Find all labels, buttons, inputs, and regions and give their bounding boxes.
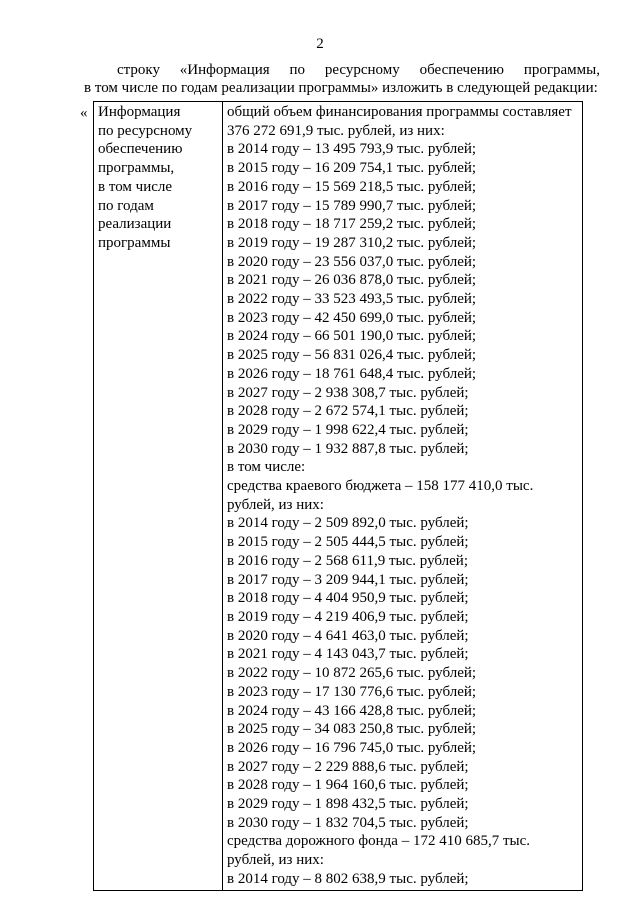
funding-line: в 2019 году – 4 219 406,9 тыс. рублей; — [227, 608, 469, 625]
funding-line: в 2021 году – 26 036 878,0 тыс. рублей; — [227, 272, 477, 289]
funding-line: в 2018 году – 4 404 950,9 тыс. рублей; — [227, 590, 469, 607]
funding-line: в 2020 году – 4 641 463,0 тыс. рублей; — [227, 627, 469, 644]
funding-line: в 2018 году – 18 717 259,2 тыс. рублей; — [227, 216, 477, 233]
row-label-cell — [94, 102, 223, 891]
intro-paragraph — [84, 61, 600, 97]
funding-line: в 2022 году – 10 872 265,6 тыс. рублей; — [227, 665, 477, 682]
funding-line: рублей, из них: — [227, 496, 324, 513]
funding-line: в 2016 году – 15 569 218,5 тыс. рублей; — [227, 178, 477, 195]
intro-line-2: в том числе по годам реализации программы» изложить в следующей редакции: — [84, 80, 598, 96]
row-content-cell — [223, 102, 583, 891]
funding-line: в 2029 году – 1 998 622,4 тыс. рублей; — [227, 421, 469, 438]
funding-line: в 2022 году – 33 523 493,5 тыс. рублей; — [227, 291, 477, 308]
funding-line: в 2027 году – 2 229 888,6 тыс. рублей; — [227, 758, 469, 775]
funding-line: в 2029 году – 1 898 432,5 тыс. рублей; — [227, 796, 469, 813]
funding-line: в 2017 году – 3 209 944,1 тыс. рублей; — [227, 571, 469, 588]
label-line: обеспечению — [98, 141, 183, 158]
funding-line: в 2026 году – 18 761 648,4 тыс. рублей; — [227, 365, 477, 382]
label-line: программы, — [98, 160, 175, 177]
page-number: 2 — [316, 36, 324, 52]
label-line: Информация — [98, 104, 181, 120]
funding-line: 376 272 691,9 тыс. рублей, из них: — [227, 122, 445, 139]
funding-line: в том числе: — [227, 459, 306, 476]
funding-line: в 2028 году – 1 964 160,6 тыс. рублей; — [227, 777, 469, 794]
label-line: по годам — [98, 197, 154, 214]
opening-quote-mark: « — [80, 105, 88, 121]
funding-line: в 2014 году – 8 802 638,9 тыс. рублей; — [227, 870, 469, 887]
funding-line: в 2030 году – 1 932 887,8 тыс. рублей; — [227, 440, 469, 457]
label-line: программы — [98, 234, 171, 251]
funding-line: в 2020 году – 23 556 037,0 тыс. рублей; — [227, 253, 477, 270]
funding-line: в 2021 году – 4 143 043,7 тыс. рублей; — [227, 646, 469, 663]
funding-line: в 2028 году – 2 672 574,1 тыс. рублей; — [227, 403, 469, 420]
funding-line: в 2014 году – 13 495 793,9 тыс. рублей; — [227, 141, 477, 158]
table-row — [94, 102, 583, 891]
funding-line: в 2025 году – 56 831 026,4 тыс. рублей; — [227, 347, 477, 364]
funding-line: в 2024 году – 66 501 190,0 тыс. рублей; — [227, 328, 477, 345]
program-funding-table — [93, 101, 583, 891]
funding-line: в 2019 году – 19 287 310,2 тыс. рублей; — [227, 234, 477, 251]
intro-line-1: строку «Информация по ресурсному обеспечению программы, — [117, 62, 600, 78]
label-line: в том числе — [98, 178, 173, 195]
label-line: по ресурсному — [98, 122, 193, 139]
funding-line: в 2015 году – 2 505 444,5 тыс. рублей; — [227, 534, 469, 551]
funding-line: в 2014 году – 2 509 892,0 тыс. рублей; — [227, 515, 469, 532]
funding-line: в 2023 году – 42 450 699,0 тыс. рублей; — [227, 309, 477, 326]
funding-line: средства дорожного фонда – 172 410 685,7 тыс. — [227, 833, 531, 850]
label-line: реализации — [98, 216, 172, 233]
funding-line: в 2016 году – 2 568 611,9 тыс. рублей; — [227, 552, 468, 569]
funding-line: в 2026 году – 16 796 745,0 тыс. рублей; — [227, 739, 477, 756]
funding-line: в 2017 году – 15 789 990,7 тыс. рублей; — [227, 197, 477, 214]
funding-line: в 2023 году – 17 130 776,6 тыс. рублей; — [227, 683, 477, 700]
funding-line: средства краевого бюджета – 158 177 410,0 тыс. — [227, 478, 534, 495]
funding-line: в 2025 году – 34 083 250,8 тыс. рублей; — [227, 721, 477, 738]
funding-line: в 2027 году – 2 938 308,7 тыс. рублей; — [227, 384, 469, 401]
funding-line: в 2024 году – 43 166 428,8 тыс. рублей; — [227, 702, 477, 719]
funding-line: рублей, из них: — [227, 852, 324, 869]
funding-line: в 2015 году – 16 209 754,1 тыс. рублей; — [227, 160, 477, 177]
funding-line: общий объем финансирования программы составляет — [227, 104, 572, 120]
funding-line: в 2030 году – 1 832 704,5 тыс. рублей; — [227, 814, 469, 831]
